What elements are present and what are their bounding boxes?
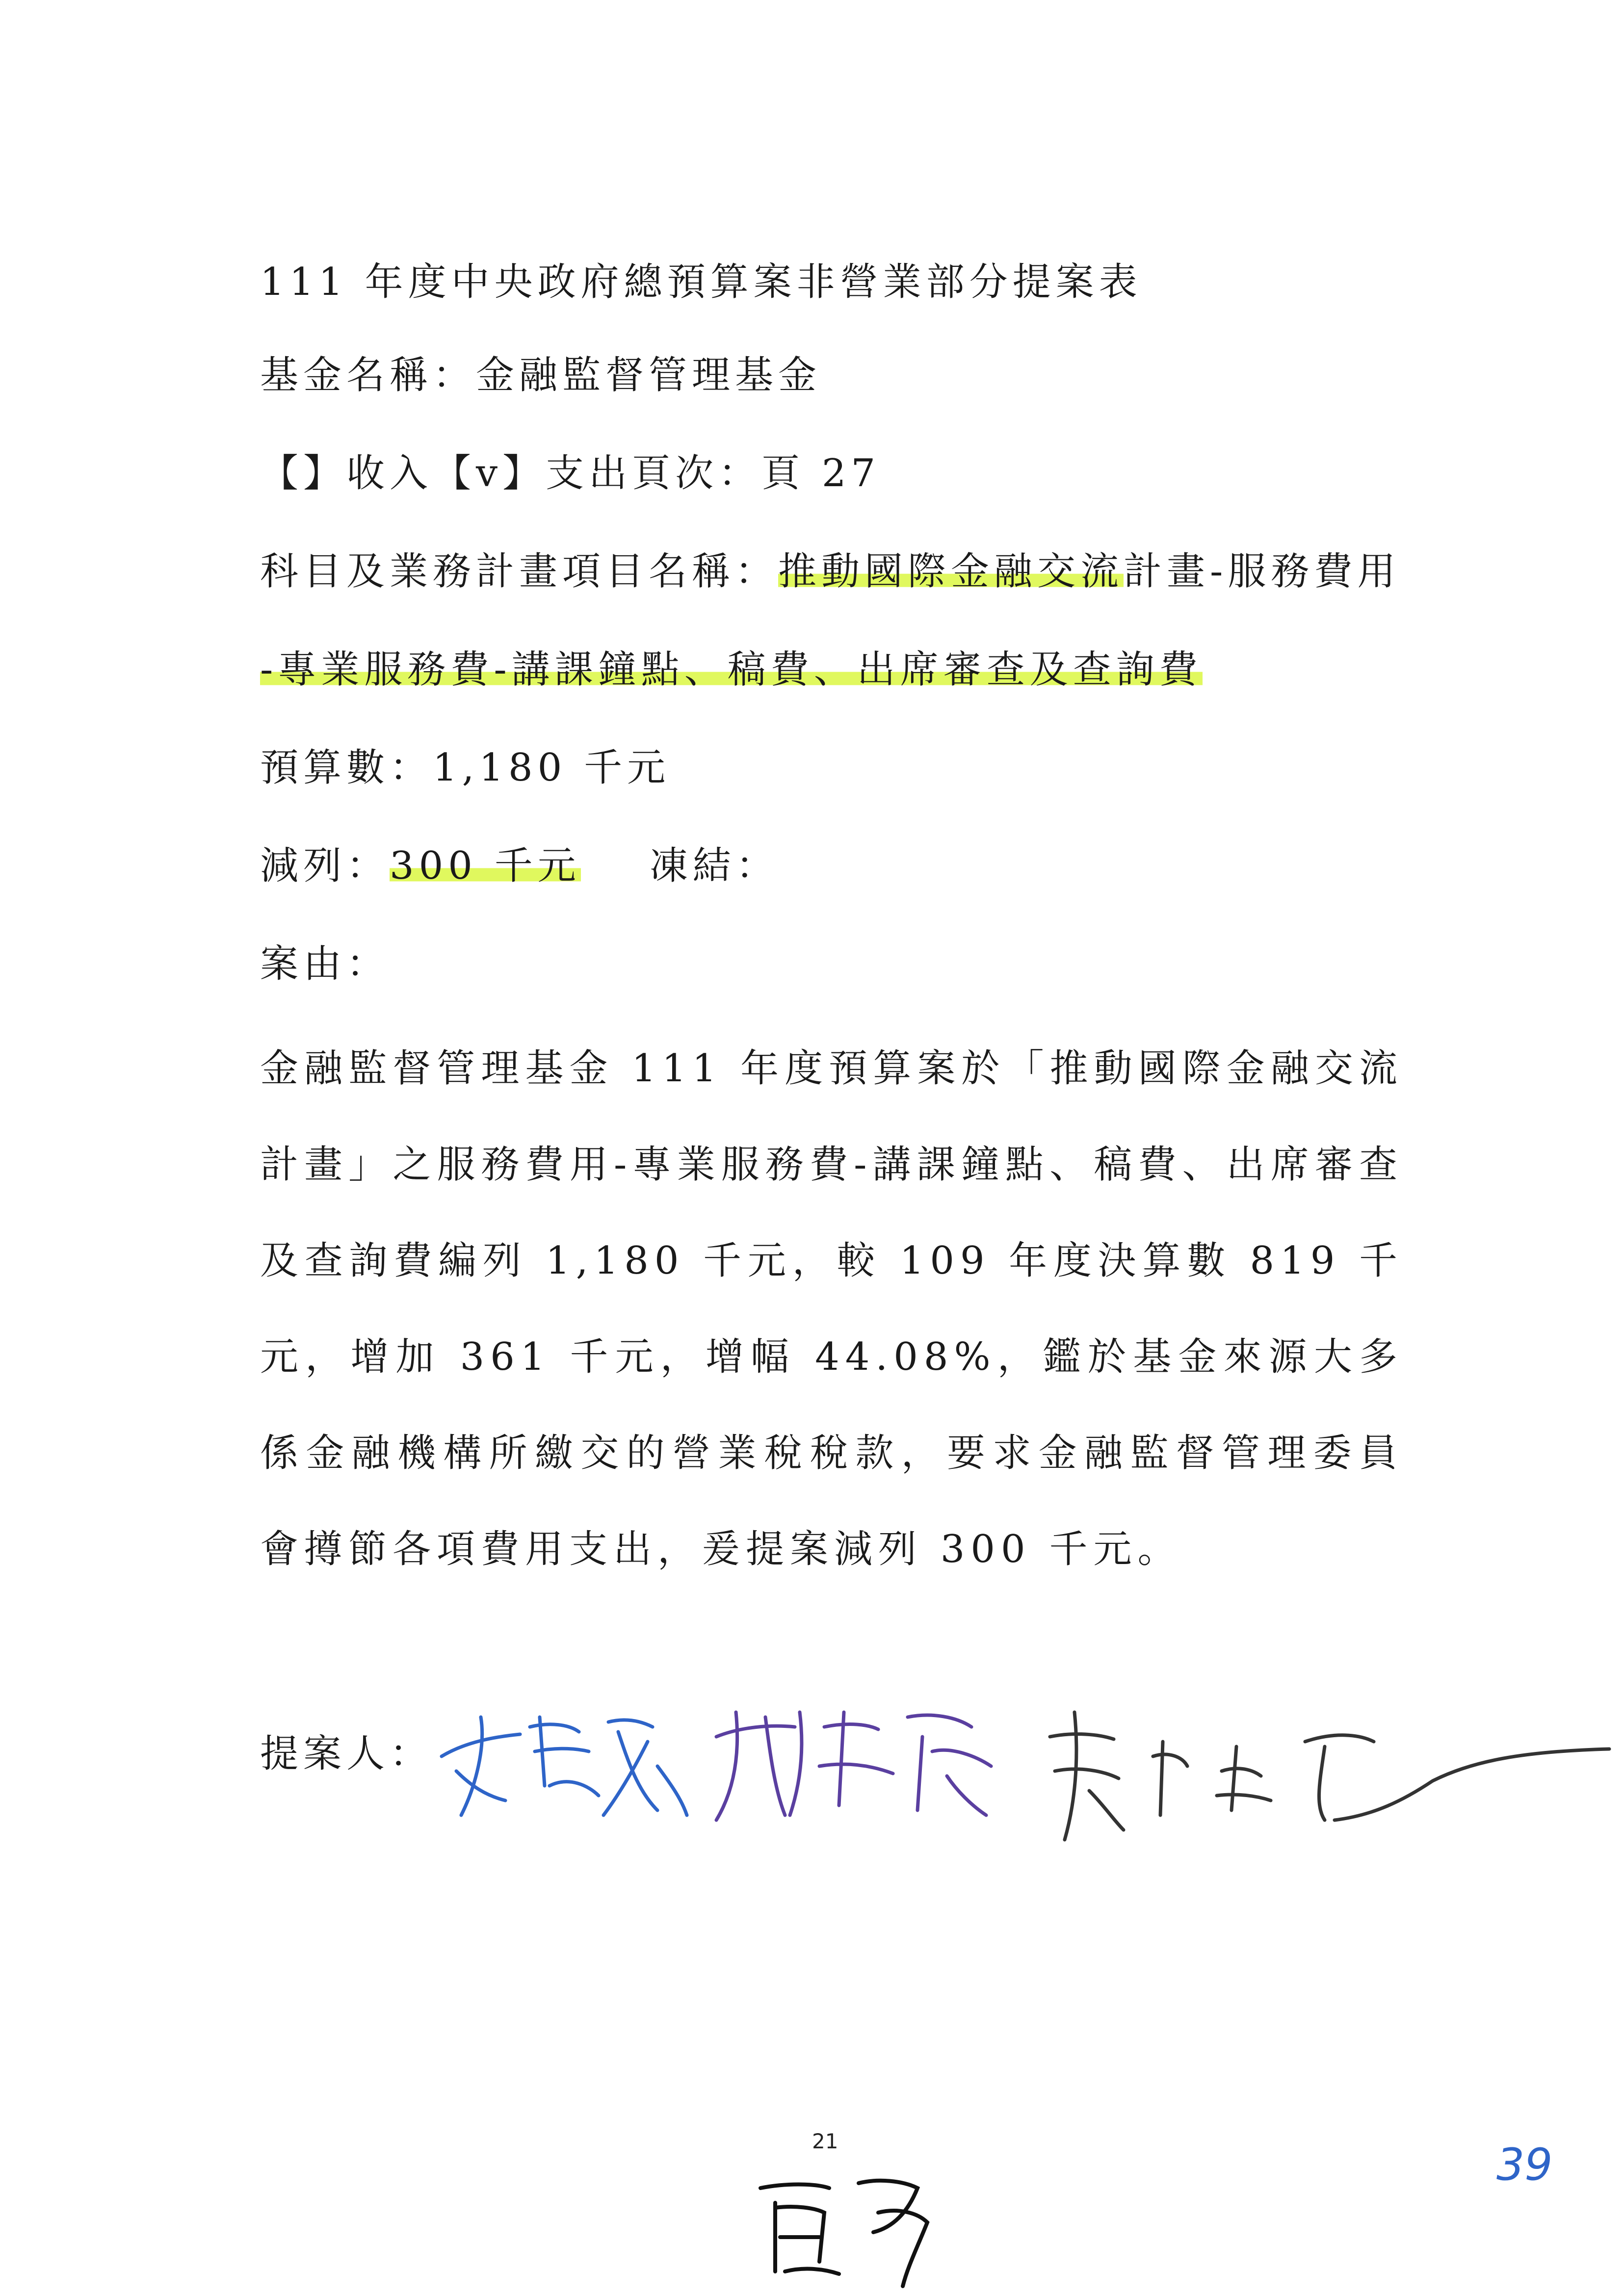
income-expense-line: 【】收入【v】支出頁次：頁 27: [260, 451, 881, 496]
corner-number: 39: [1496, 2139, 1553, 2191]
reason-paragraph: 金融監督管理基金 111 年度預算案於「推動國際金融交流計畫」之服務費用-專業服務費-講課鐘點、稿費、出席審查及查詢費編列 1,180 千元，較 109 年度決算數 819 千元，增加 361 千元，增幅 44.08%，鑑於基金來源大多係金融機構所繳交的營業稅稅款，要求金融監督管理委員會撙節各項費用支出，爰提案減列 300 千元。: [260, 1046, 1403, 1571]
item-name-highlight-2: -專業服務費-講課鐘點、稿費、出席審查及查詢費: [260, 648, 1203, 692]
proposer-label: 提案人：: [260, 1732, 433, 1776]
item-name-highlight-1: 推動國際金融交流: [778, 549, 1124, 594]
reason-label: 案由：: [260, 942, 390, 986]
item-name-line-2: [260, 643, 1203, 697]
reduce-value: 300 千元: [390, 844, 581, 888]
document-title: 111 年度中央政府總預算案非營業部分提案表: [260, 260, 1142, 304]
signature-3: [1030, 1683, 1619, 1859]
item-name-label: 科目及業務計畫項目名稱：: [260, 549, 779, 594]
reduce-label: 減列：: [260, 844, 390, 888]
budget-line: 預算數：1,180 千元: [260, 746, 671, 790]
signature-1: [422, 1688, 697, 1845]
reduce-freeze-line: [260, 839, 779, 893]
freeze-label: 凍結：: [649, 844, 779, 888]
fund-name-line: 基金名稱：金融監督管理基金: [260, 353, 822, 397]
item-name-line-1: [260, 545, 1400, 599]
signature-2: [702, 1683, 1006, 1840]
item-name-rest: 計畫-服務費用: [1124, 549, 1401, 594]
handwritten-page-mark: [746, 2154, 952, 2291]
page-number: 21: [812, 2129, 838, 2153]
